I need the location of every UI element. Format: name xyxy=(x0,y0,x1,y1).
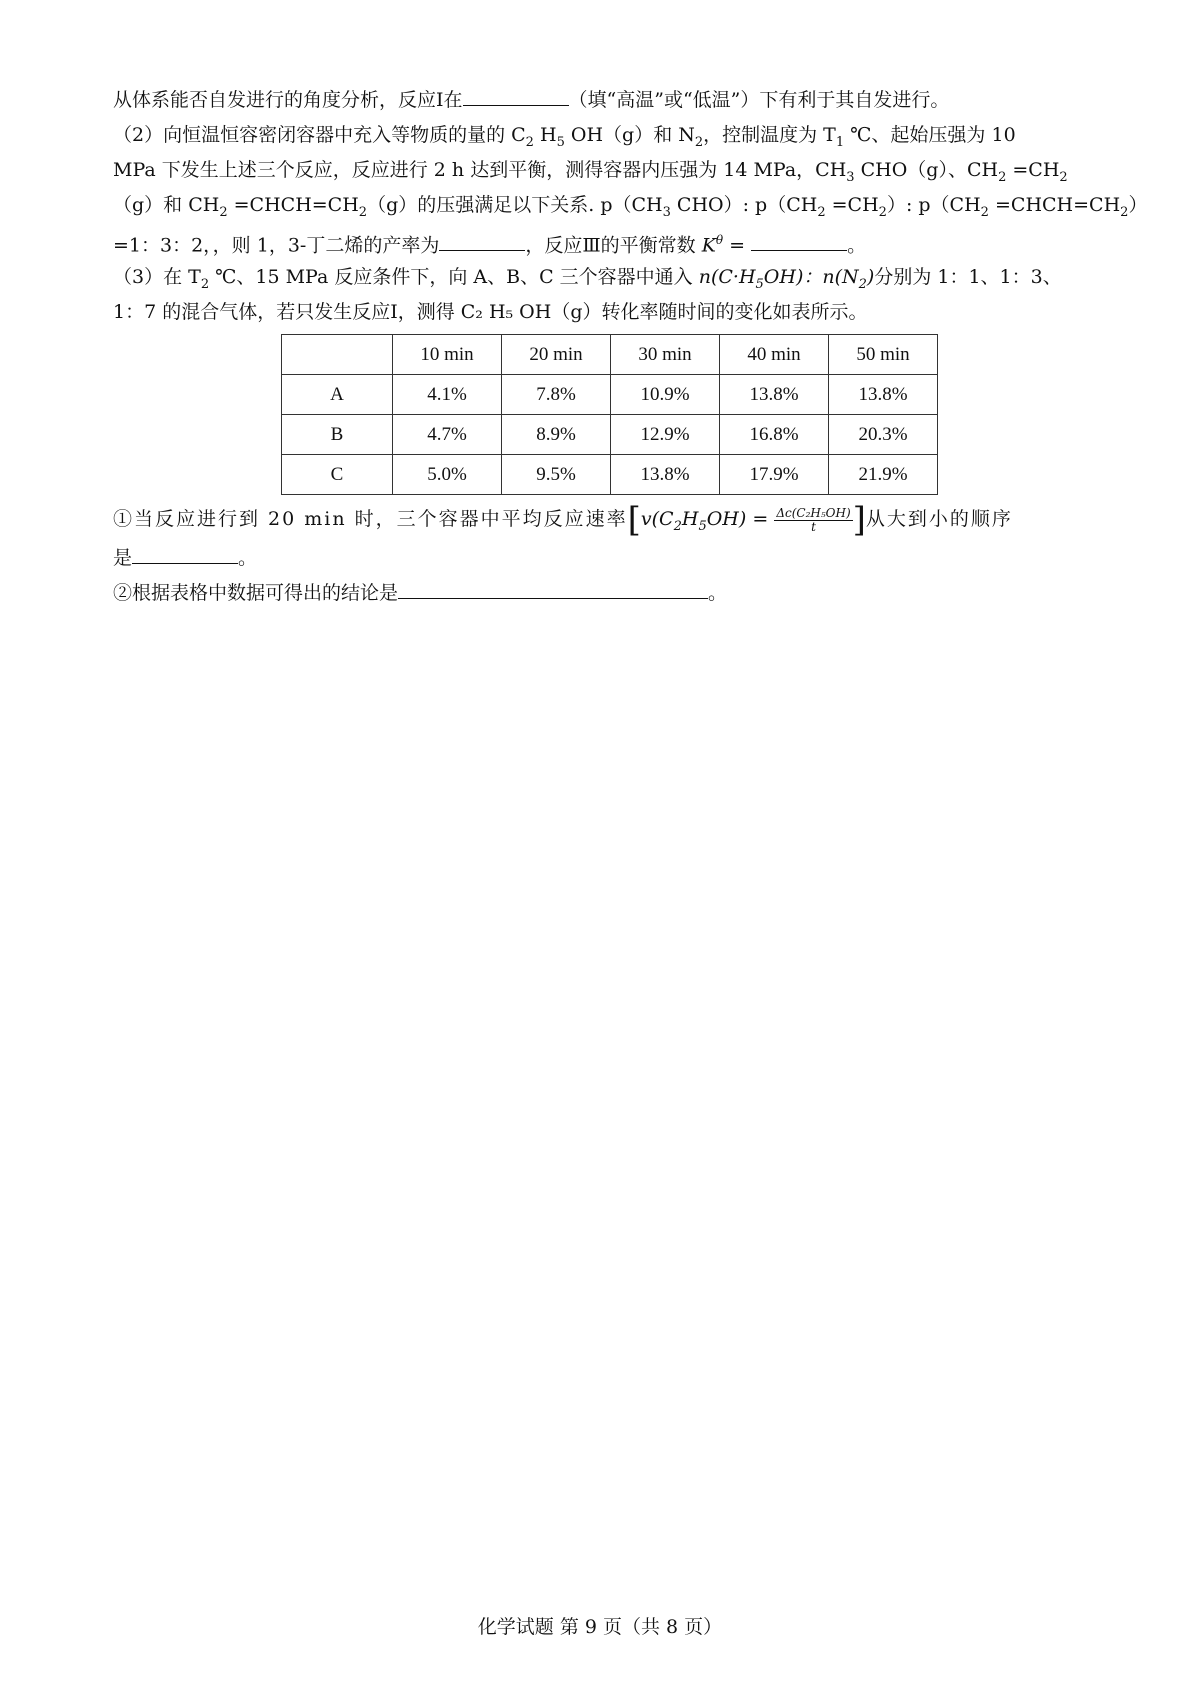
paragraph-2-line-2: MPa 下发生上述三个反应，反应进行 2 h 达到平衡，测得容器内压强为 14 MPa，$CH_3$ CHO（g）、$CH_2 =CH_2$ xyxy=(113,159,1068,185)
table-cell: 13.8% xyxy=(720,375,829,415)
table-row xyxy=(282,455,938,495)
table-row xyxy=(282,375,938,415)
question-2-line: ②根据表格中数据可得出的结论是 。 xyxy=(113,578,727,608)
table-cell: 20.3% xyxy=(829,415,938,455)
question-1-line-2: 是 。 xyxy=(113,543,257,573)
table-cell: 9.5% xyxy=(502,455,611,495)
table-cell: 8.9% xyxy=(502,415,611,455)
table-cell: 13.8% xyxy=(611,455,720,495)
paragraph-3-line-2: 1：7 的混合气体，若只发生反应Ⅰ，测得 C₂ H₅ OH（g）转化率随时间的变化如表所示。 xyxy=(113,301,868,323)
table-header-cell: 10 min xyxy=(393,335,502,375)
answer-blank-conclusion[interactable] xyxy=(398,578,708,599)
table-header-row xyxy=(282,335,938,375)
paragraph-3-line-1: （3）在 $T_2$ ℃、15 MPa 反应条件下，向 A、B、C 三个容器中通入 $n(C\cdot H_5OH)$：$n(N_2)$分别为 1：1、1：3、 xyxy=(113,266,1062,292)
table-cell: 13.8% xyxy=(829,375,938,415)
answer-blank-equilibrium-constant[interactable] xyxy=(751,230,847,251)
table-cell: 10.9% xyxy=(611,375,720,415)
table-cell: 17.9% xyxy=(720,455,829,495)
table-cell: 7.8% xyxy=(502,375,611,415)
rate-fraction: $\frac{\text{Δc(C₂H₅OH)}}{t}$ xyxy=(776,505,851,534)
paragraph-2-line-1: （2）向恒温恒容密闭容器中充入等物质的量的 $C_2$ $H_5$ OH（g）和 $N_2$，控制温度为 $T_1$ ℃、起始压强为 10 xyxy=(113,124,1016,150)
table-header-cell: 20 min xyxy=(502,335,611,375)
row-label: A xyxy=(282,375,393,415)
page-footer: 化学试题 第 9 页（共 8 页） xyxy=(477,1616,723,1638)
row-label: B xyxy=(282,415,393,455)
answer-blank-1[interactable] xyxy=(463,85,569,106)
table-cell: 4.1% xyxy=(393,375,502,415)
table-header-cell: 40 min xyxy=(720,335,829,375)
row-label: C xyxy=(282,455,393,495)
table-row xyxy=(282,415,938,455)
table-cell: 12.9% xyxy=(611,415,720,455)
answer-blank-rate-order[interactable] xyxy=(132,543,238,564)
paragraph-reaction-spontaneity: 从体系能否自发进行的角度分析，反应Ⅰ在 （填“高温”或“低温”）下有利于其自发进行。 xyxy=(113,85,949,115)
table-cell: 5.0% xyxy=(393,455,502,495)
table-header-cell: 30 min xyxy=(611,335,720,375)
table-header-cell xyxy=(282,335,393,375)
paragraph-2-line-3: （g）和 $CH_2$ $=CHCH=CH_2(g)$的压强满足以下关系. $p(CH_3$ CHO）: $p(CH_2 =CH_2)$: $p(CH_2$ $=CHCH=CH_2$） xyxy=(113,194,1148,220)
conversion-table xyxy=(281,334,938,495)
paragraph-2-line-4: =1：3：2，，则 1，3-丁二烯的产率为 ，反应Ⅲ的平衡常数 $K^\theta$ = 。 xyxy=(113,225,866,260)
table-cell: 16.8% xyxy=(720,415,829,455)
answer-blank-butadiene-yield[interactable] xyxy=(439,230,525,251)
table-cell: 4.7% xyxy=(393,415,502,455)
question-1-line-1: ①当反应进行到 20 min 时，三个容器中平均反应速率[$v(C_2H_5OH)$ = $\frac{\text{Δc(C₂H₅OH)}}{t}$ ]从大到小的顺序 xyxy=(113,500,1013,540)
table-header-cell: 50 min xyxy=(829,335,938,375)
table-cell: 21.9% xyxy=(829,455,938,495)
